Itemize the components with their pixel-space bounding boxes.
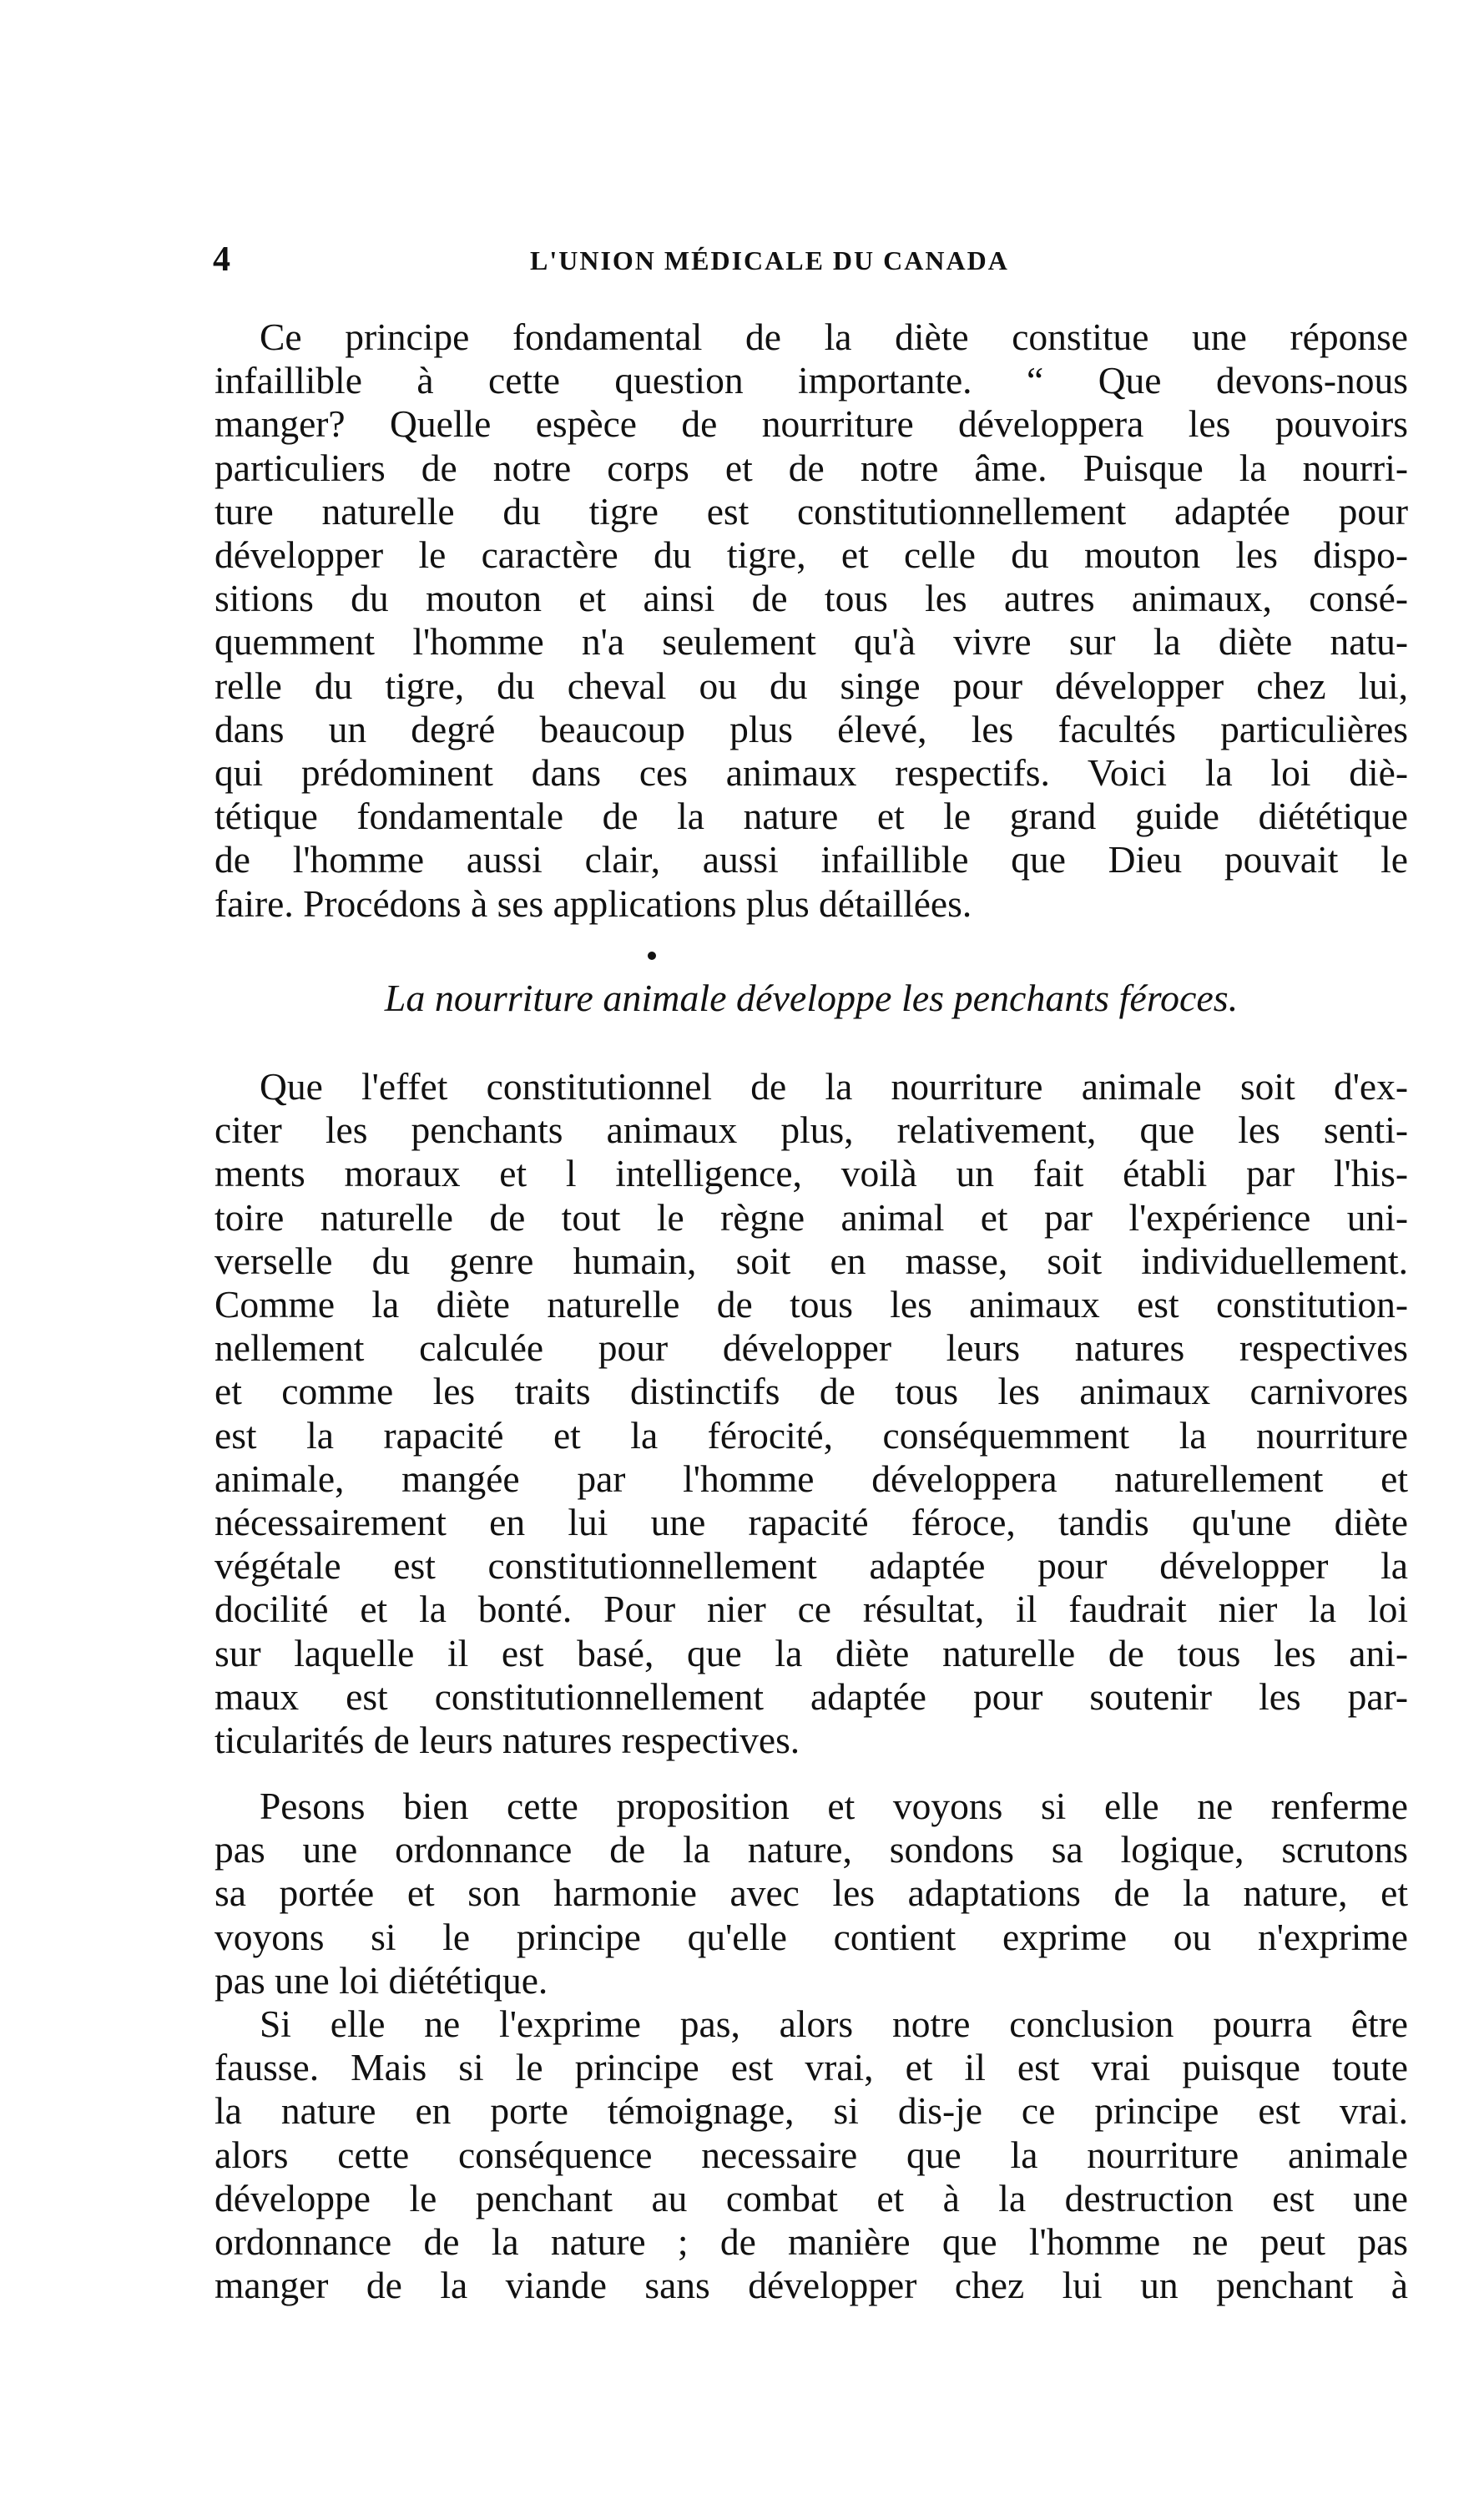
text-line: Que l'effet constitutionnel de la nourriture animale soit d'ex-: [260, 1065, 1408, 1108]
paragraph-2: [215, 1065, 1408, 1762]
text-line: quemment l'homme n'a seulement qu'à vivre sur la diète natu-: [215, 620, 1408, 664]
text-line: particuliers de notre corps et de notre âme. Puisque la nourri-: [215, 446, 1408, 489]
paragraph-1: [215, 316, 1408, 926]
running-head: [213, 239, 1408, 280]
text-line: végétale est constitutionnellement adaptée pour développer la: [215, 1544, 1408, 1588]
text-line: maux est constitutionnellement adaptée pour soutenir les par-: [215, 1674, 1408, 1718]
text-line: est la rapacité et la férocité, conséquemment la nourriture: [215, 1413, 1408, 1457]
text-line: sa portée et son harmonie avec les adaptations de la nature, et: [215, 1871, 1408, 1915]
text-line: et comme les traits distinctifs de tous les animaux carnivores: [215, 1370, 1408, 1413]
text-line: développer le caractère du tigre, et celle du mouton les dispo-: [215, 533, 1408, 577]
text-line: pas une ordonnance de la nature, sondons sa logique, scrutons: [215, 1828, 1408, 1871]
text-line: ordonnance de la nature ; de manière que l'homme ne peut pas: [215, 2220, 1408, 2264]
text-line: tétique fondamentale de la nature et le grand guide diététique: [215, 795, 1408, 838]
bullet-dot: [648, 952, 656, 960]
text-line: de l'homme aussi clair, aussi infaillible que Dieu pouvait le: [215, 838, 1408, 881]
text-line: docilité et la bonté. Pour nier ce résultat, il faudrait nier la loi: [215, 1588, 1408, 1631]
text-line: Comme la diète naturelle de tous les animaux est constitution-: [215, 1283, 1408, 1326]
paragraph-4: [215, 2002, 1408, 2307]
text-line: manger de la viande sans développer chez lui un penchant à: [215, 2264, 1408, 2307]
text-line: manger? Quelle espèce de nourriture développera les pouvoirs: [215, 402, 1408, 446]
text-line: verselle du genre humain, soit en masse, soit individuellement.: [215, 1239, 1408, 1282]
text-line: Ce principe fondamental de la diète constitue une réponse: [260, 316, 1408, 358]
text-line: sur laquelle il est basé, que la diète naturelle de tous les ani-: [215, 1631, 1408, 1674]
text-line: ticularités de leurs natures respectives.: [215, 1719, 800, 1762]
text-line: toire naturelle de tout le règne animal et par l'expérience uni-: [215, 1195, 1408, 1239]
text-line: faire. Procédons à ses applications plus détaillées.: [215, 881, 972, 925]
text-line: ture naturelle du tigre est constitutionnellement adaptée pour: [215, 489, 1408, 533]
text-line: relle du tigre, du cheval ou du singe pour développer chez lui,: [215, 664, 1408, 707]
section-heading: La nourriture animale développe les penchants féroces.: [384, 977, 1239, 1019]
text-line: infaillible à cette question importante. “ Que devons-nous: [215, 359, 1408, 402]
text-line: nellement calculée pour développer leurs natures respectives: [215, 1326, 1408, 1370]
text-line: voyons si le principe qu'elle contient exprime ou n'exprime: [215, 1915, 1408, 1958]
text-line: Si elle ne l'exprime pas, alors notre conclusion pourra être: [260, 2002, 1408, 2045]
text-line: ments moraux et l intelligence, voilà un fait établi par l'his-: [215, 1152, 1408, 1195]
text-line: la nature en porte témoignage, si dis-je ce principe est vrai.: [215, 2089, 1408, 2133]
text-line: qui prédominent dans ces animaux respectifs. Voici la loi diè-: [215, 751, 1408, 795]
text-line: animale, mangée par l'homme développera naturellement et: [215, 1457, 1408, 1500]
journal-title: L'UNION MÉDICALE DU CANADA: [530, 245, 1009, 275]
text-line: sitions du mouton et ainsi de tous les autres animaux, consé-: [215, 577, 1408, 620]
text-line: fausse. Mais si le principe est vrai, et il est vrai puisque toute: [215, 2046, 1408, 2089]
page-number: 4: [213, 240, 230, 279]
text-line: développe le penchant au combat et à la destruction est une: [215, 2176, 1408, 2220]
text-line: Pesons bien cette proposition et voyons si elle ne renferme: [260, 1785, 1408, 1827]
text-line: citer les penchants animaux plus, relativement, que les senti-: [215, 1108, 1408, 1152]
text-line: dans un degré beaucoup plus élevé, les facultés particulières: [215, 707, 1408, 750]
paragraph-3: [215, 1785, 1408, 2002]
text-line: pas une loi diététique.: [215, 1958, 548, 2002]
text-line: nécessairement en lui une rapacité féroce, tandis qu'une diète: [215, 1501, 1408, 1544]
text-line: alors cette conséquence necessaire que la nourriture animale: [215, 2133, 1408, 2176]
